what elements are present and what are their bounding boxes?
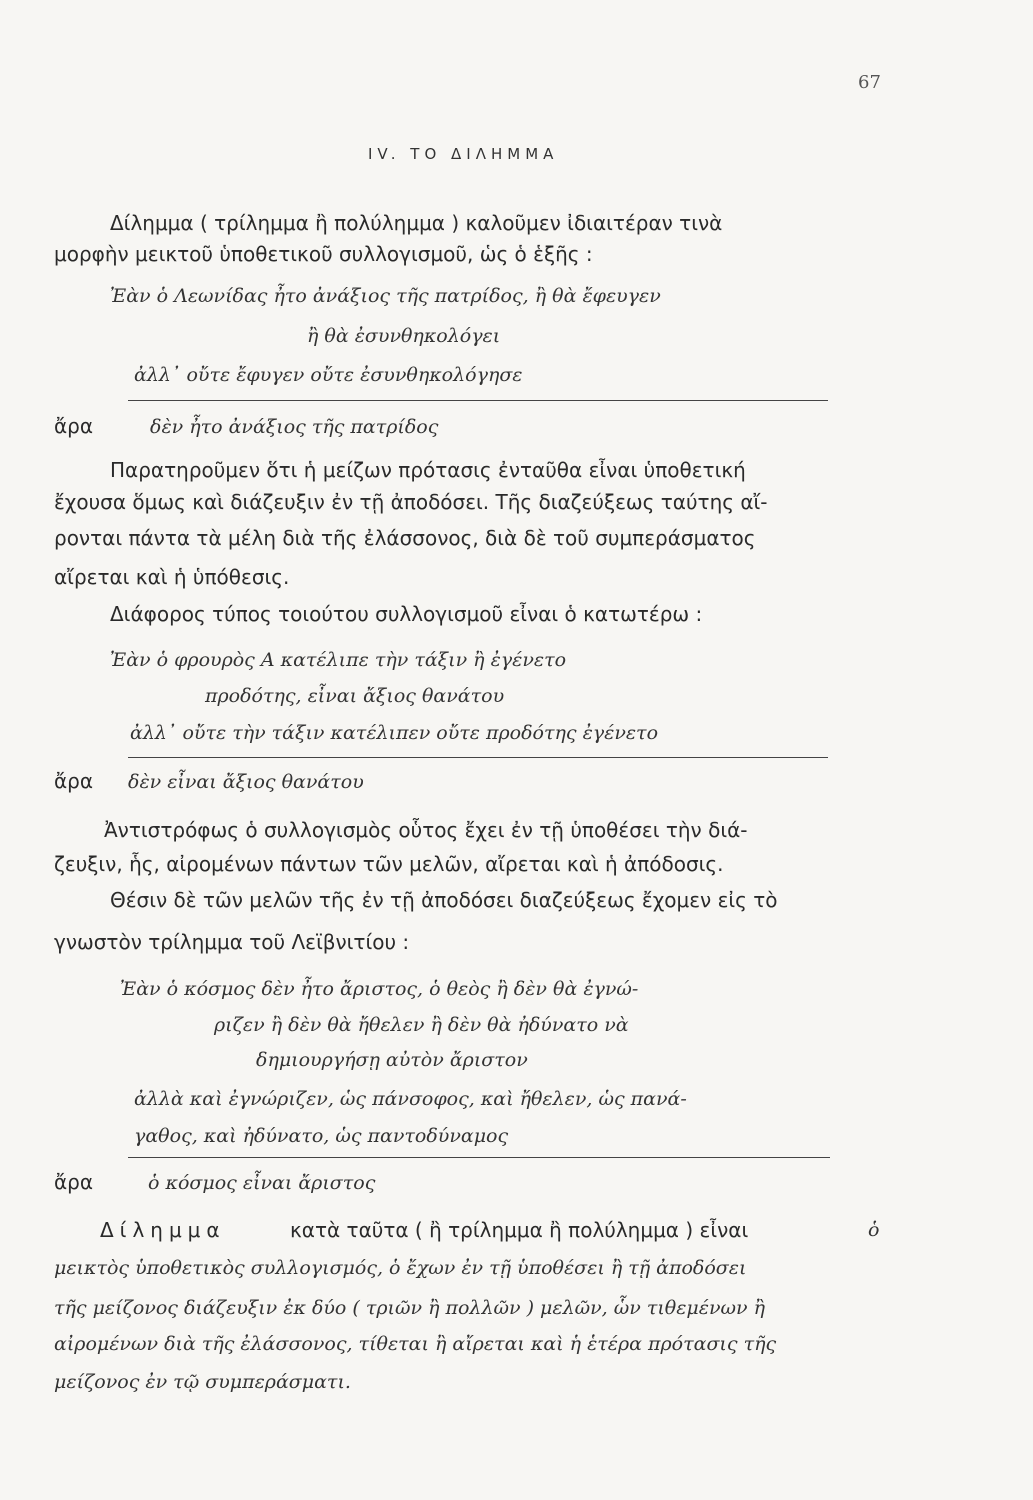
example2-premise-3: ἀλλ᾽ οὔτε τὴν τάξιν κατέλιπεν οὔτε προδότης ἐγένετο (130, 722, 659, 744)
example3-premise-4: ἀλλὰ καὶ ἐγνώριζεν, ὡς πάνσοφος, καὶ ἤθελεν, ὡς πανά- (134, 1088, 687, 1110)
para3-line-1: Ἀντιστρόφως ὁ συλλογισμὸς οὗτος ἔχει ἐν τῇ ὑποθέσει τὴν διά- (104, 818, 748, 842)
para1-line-3: ρονται πάντα τὰ μέλη διὰ τῆς ἐλάσσονος, διὰ δὲ τοῦ συμπεράσματος (54, 526, 756, 550)
example1-premise-3: ἀλλ᾽ οὔτε ἔφυγεν οὔτε ἐσυνθηκολόγησε (134, 364, 523, 386)
example3-ara: ἄρα (54, 1170, 94, 1194)
example1-premise-2: ἢ θὰ ἐσυνθηκολόγει (307, 325, 501, 347)
example1-ara: ἄρα (54, 414, 94, 438)
example3-premise-1: Ἐὰν ὁ κόσμος δὲν ἦτο ἄριστος, ὁ θεὸς ἢ δὲν θὰ ἐγνώ- (120, 978, 639, 1000)
para1-line-1: Παρατηροῦμεν ὅτι ἡ μείζων πρότασις ἐνταῦθα εἶναι ὑποθετική (110, 458, 746, 482)
example3-premise-5: γαθος, καὶ ἠδύνατο, ὡς παντοδύναμος (134, 1125, 509, 1147)
definition-line-3: τῆς μείζονος διάζευξιν ἐκ δύο ( τριῶν ἢ πολλῶν ) μελῶν, ὧν τιθεμένων ἢ (54, 1297, 765, 1319)
para3-line-2: ζευξιν, ἧς, αἰρομένων πάντων τῶν μελῶν, αἴρεται καὶ ἡ ἀπόδοσις. (54, 852, 724, 876)
intro-line-1: Δίλημμα ( τρίλημμα ἢ πολύλημμα ) καλοῦμεν ἰδιαιτέραν τινὰ (110, 211, 723, 235)
example1-premise-1: Ἐὰν ὁ Λεωνίδας ἦτο ἀνάξιος τῆς πατρίδος, ἢ θὰ ἔφευγεν (110, 285, 661, 307)
example1-rule (128, 400, 828, 401)
para4-line-1: Θέσιν δὲ τῶν μελῶν τῆς ἐν τῇ ἀποδόσει διαζεύξεως ἔχομεν εἰς τὸ (110, 888, 778, 912)
example3-conclusion: ὁ κόσμος εἶναι ἄριστος (148, 1172, 376, 1194)
example2-ara: ἄρα (54, 769, 94, 793)
example1-conclusion: δὲν ἦτο ἀνάξιος τῆς πατρίδος (150, 416, 439, 438)
para2-line: Διάφορος τύπος τοιούτου συλλογισμοῦ εἶναι ὁ κατωτέρω : (110, 602, 703, 626)
example3-premise-2: ριζεν ἢ δὲν θὰ ἤθελεν ἢ δὲν θὰ ἠδύνατο νὰ (214, 1014, 629, 1036)
para1-line-4: αἴρεται καὶ ἡ ὑπόθεσις. (54, 565, 290, 589)
definition-term: Δίλημμα (100, 1218, 226, 1242)
section-heading: IV. ΤΟ ΔΙΛΗΜΜΑ (368, 145, 559, 163)
example2-rule (128, 757, 828, 758)
example3-premise-3: δημιουργήσῃ αὐτὸν ἄριστον (256, 1049, 528, 1071)
example2-conclusion: δὲν εἶναι ἄξιος θανάτου (128, 771, 364, 793)
definition-line-1-end: ὁ (868, 1219, 880, 1241)
para1-line-2: ἔχουσα ὅμως καὶ διάζευξιν ἐν τῇ ἀποδόσει. Τῆς διαζεύξεως ταύτης αἴ- (54, 490, 768, 514)
definition-line-1: κατὰ ταῦτα ( ἢ τρίλημμα ἢ πολύλημμα ) εἶναι (290, 1218, 749, 1242)
example2-premise-1: Ἐὰν ὁ φρουρὸς Α κατέλιπε τὴν τάξιν ἢ ἐγένετο (110, 649, 567, 671)
definition-line-2: μεικτὸς ὑποθετικὸς συλλογισμός, ὁ ἔχων ἐν τῇ ὑποθέσει ἢ τῇ ἀποδόσει (54, 1257, 747, 1279)
example2-premise-2: προδότης, εἶναι ἄξιος θανάτου (205, 685, 505, 707)
intro-line-2: μορφὴν μεικτοῦ ὑποθετικοῦ συλλογισμοῦ, ὡς ὁ ἑξῆς : (54, 242, 593, 266)
page-number: 67 (858, 72, 881, 93)
para4-line-2: γνωστὸν τρίλημμα τοῦ Λεϊβνιτίου : (54, 930, 410, 954)
example3-rule (128, 1157, 830, 1158)
definition-line-4: αἰρομένων διὰ τῆς ἐλάσσονος, τίθεται ἢ αἴρεται καὶ ἡ ἑτέρα πρότασις τῆς (54, 1333, 777, 1355)
definition-line-5: μείζονος ἐν τῷ συμπεράσματι. (54, 1371, 351, 1393)
